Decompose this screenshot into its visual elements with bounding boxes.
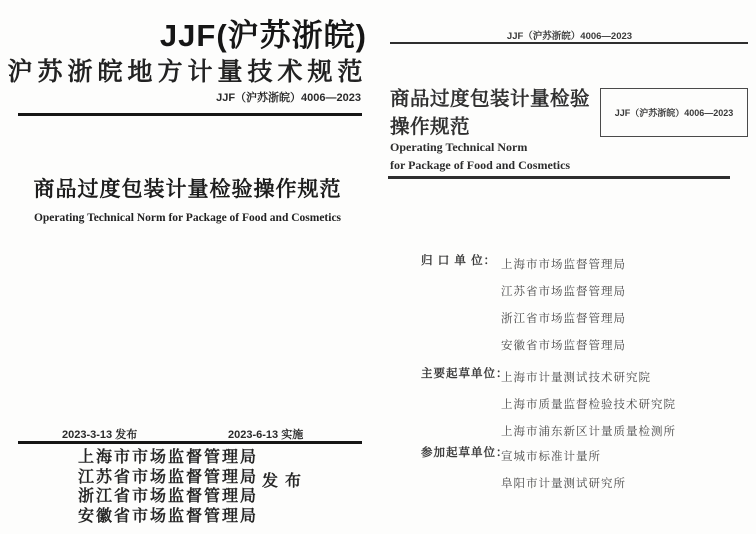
standard-number-box: JJF（沪苏浙皖）4006—2023 <box>600 88 748 137</box>
footer-rule <box>18 441 362 444</box>
header-rule <box>18 113 362 116</box>
publisher-item: 江苏省市场监督管理局 <box>78 468 259 486</box>
publisher-item: 浙江省市场监督管理局 <box>78 488 259 505</box>
org-item: 宣城市标准计量所 <box>501 451 601 463</box>
title-page <box>383 0 756 534</box>
org-item: 安徽省市场监督管理局 <box>501 340 626 352</box>
document-title-en-line2: for Package of Food and Cosmetics <box>390 158 571 172</box>
section-label: 主要起草单位： <box>421 368 509 380</box>
section-items <box>501 252 626 360</box>
publish-label: 发布 <box>262 473 309 490</box>
publisher-item: 上海市市场监督管理局 <box>78 449 259 466</box>
standard-number: JJF（沪苏浙皖）4006—2023 <box>216 92 361 104</box>
series-title: 沪苏浙皖地方计量技术规范 <box>7 58 368 86</box>
document-title-cn-line2: 操作规范 <box>390 116 471 138</box>
org-item: 上海市质量监督检验技术研究院 <box>501 399 676 411</box>
standard-logo: JJF(沪苏浙皖) <box>159 18 367 53</box>
section-items <box>501 444 626 498</box>
org-item: 阜阳市计量测试研究所 <box>501 478 626 490</box>
org-item: 上海市计量测试技术研究院 <box>501 372 651 384</box>
document-title-en: Operating Technical Norm for Package of Food and Cosmetics <box>33 212 342 224</box>
document-title-en-line1: Operating Technical Norm <box>390 140 528 154</box>
section-label: 参加起草单位： <box>421 447 509 459</box>
section-label: 归 口 单 位： <box>421 255 497 267</box>
org-item: 浙江省市场监督管理局 <box>501 313 626 325</box>
cover-page <box>0 0 375 534</box>
org-item: 上海市浦东新区计量质量检测所 <box>501 426 676 438</box>
page-header-number: JJF（沪苏浙皖）4006—2023 <box>506 31 633 42</box>
publisher-item: 安徽省市场监督管理局 <box>78 507 259 525</box>
issue-date: 2023-3-13 发布 <box>62 429 138 441</box>
document-title-cn-line1: 商品过度包装计量检验 <box>390 88 591 110</box>
implementation-date: 2023-6-13 实施 <box>228 429 304 441</box>
org-item: 江苏省市场监督管理局 <box>501 286 626 298</box>
section-items <box>501 365 676 446</box>
header-rule-thin <box>390 42 748 44</box>
document-title-cn: 商品过度包装计量检验操作规范 <box>33 178 342 201</box>
publisher-list <box>78 448 258 526</box>
title-rule-thick <box>388 176 730 179</box>
org-item: 上海市市场监督管理局 <box>501 259 626 271</box>
